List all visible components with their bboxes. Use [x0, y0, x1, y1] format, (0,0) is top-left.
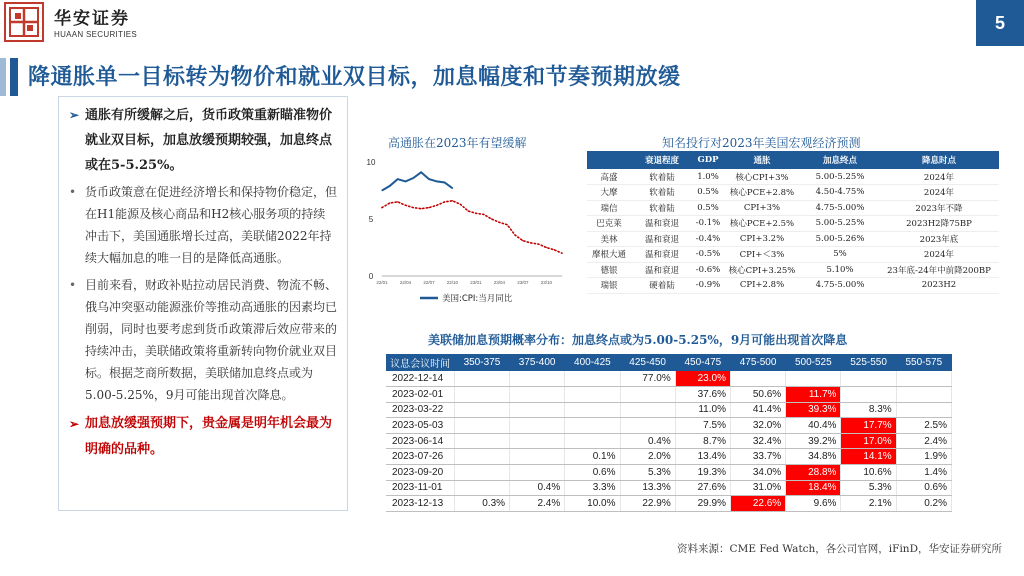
probability-cell: 3.3%: [565, 480, 620, 496]
probability-cell: 13.3%: [620, 480, 675, 496]
title-accent: [10, 58, 18, 96]
probability-cell: 0.4%: [620, 433, 675, 449]
probability-cell: 1.9%: [896, 449, 951, 465]
chart-title: 高通胀在2023年有望缓解: [388, 136, 527, 150]
logo-text-cn: 华安证券: [54, 9, 130, 29]
x-tick-label: 22/07: [423, 280, 435, 285]
table-row: [386, 387, 952, 403]
data-point: [491, 218, 492, 219]
probability-cell: [841, 387, 896, 403]
x-tick-label: 22/04: [399, 280, 412, 285]
meeting-date-cell: 2022-12-14: [386, 371, 454, 387]
meeting-date-cell: 2023-07-26: [386, 449, 454, 465]
data-point: [499, 222, 500, 223]
source-note: 资料来源：CME Fed Watch，各公司官网，iFinD，华安证券研究所: [677, 543, 1002, 555]
y-tick-label: 0: [368, 272, 374, 281]
company-logo-icon: [4, 2, 44, 42]
probability-cell: 39.2%: [786, 433, 841, 449]
data-point: [381, 190, 382, 191]
probability-cell: [510, 387, 565, 403]
meeting-date-cell: 2023-06-14: [386, 433, 454, 449]
forecast-cell: -0.6%: [693, 262, 723, 278]
data-point: [483, 214, 484, 215]
forecast-cell: 核心PCE+2.8%: [723, 185, 801, 201]
probability-header-cell: 525-550: [841, 354, 896, 371]
probability-header-cell: 425-450: [620, 354, 675, 371]
forecast-table-header: [587, 151, 999, 169]
probability-cell: 8.3%: [841, 402, 896, 418]
probability-cell: 2.0%: [620, 449, 675, 465]
forecast-header-cell: 加息终点: [801, 151, 879, 169]
probability-cell: 32.4%: [730, 433, 785, 449]
forecast-cell: 5.00-5.25%: [801, 169, 879, 185]
summary-panel: [58, 96, 348, 511]
x-tick-label: 22/10: [446, 280, 459, 285]
probability-cell: 9.6%: [786, 496, 841, 512]
x-tick-label: 23/01: [470, 280, 482, 285]
probability-cell: 39.3%: [786, 402, 841, 418]
probability-cell: [896, 387, 951, 403]
probability-cell: 33.7%: [730, 449, 785, 465]
forecast-cell: 硬着陆: [631, 278, 693, 294]
data-point: [475, 213, 476, 214]
forecast-header-cell: 通胀: [723, 151, 801, 169]
forecast-cell: 瑞银: [587, 278, 631, 294]
forecast-cell: 0.5%: [693, 185, 723, 201]
forecast-cell: 美林: [587, 231, 631, 247]
probability-cell: [620, 418, 675, 434]
forecast-cell: CPI+3.2%: [723, 231, 801, 247]
probability-cell: 77.0%: [620, 371, 675, 387]
probability-cell: 0.2%: [896, 496, 951, 512]
probability-cell: [565, 433, 620, 449]
probability-cell: 32.0%: [730, 418, 785, 434]
forecast-cell: CPI+2.8%: [723, 278, 801, 294]
table-row: [587, 231, 999, 247]
data-point: [413, 207, 414, 208]
probability-cell: 40.4%: [786, 418, 841, 434]
probability-cell: 2.4%: [510, 496, 565, 512]
forecast-cell: 软着陆: [631, 200, 693, 216]
probability-cell: [510, 371, 565, 387]
table-row: [587, 200, 999, 216]
summary-bullet-3: [69, 274, 337, 406]
forecast-header-cell: GDP: [693, 151, 723, 169]
table-row: [386, 480, 952, 496]
data-point: [546, 247, 547, 248]
forecast-cell: -0.5%: [693, 247, 723, 263]
data-point: [428, 179, 429, 180]
probability-cell: 1.4%: [896, 465, 951, 481]
probability-table-header: [386, 354, 952, 371]
probability-cell: 17.0%: [841, 433, 896, 449]
probability-cell: 0.3%: [454, 496, 509, 512]
table-row: [386, 402, 952, 418]
summary-bullet-3-text: 目前来看，财政补贴拉动居民消费、物流不畅、俄乌冲突驱动能源涨价等推动高通胀的因素均已削弱，同时也要考虑到货币政策滞后效应带来的持续冲击，美联储政策将重新转向物价就业双目标。根据芝商所数据，美联储加息终点或为5.00-5.25%，9月可能出现首次降息。: [85, 278, 338, 402]
probability-cell: [510, 433, 565, 449]
probability-cell: 0.1%: [565, 449, 620, 465]
probability-cell: 10.6%: [841, 465, 896, 481]
forecast-cell: 1.0%: [693, 169, 723, 185]
forecast-cell: 温和衰退: [631, 247, 693, 263]
forecast-cell: 瑞信: [587, 200, 631, 216]
data-point: [554, 249, 555, 250]
probability-header-cell: 500-525: [786, 354, 841, 371]
data-point: [460, 204, 461, 205]
probability-header-cell: 550-575: [896, 354, 951, 371]
arrow-bullet-icon: ➢: [69, 108, 80, 122]
probability-cell: 0.6%: [565, 465, 620, 481]
data-point: [421, 172, 422, 173]
summary-bullet-1: [69, 103, 337, 178]
table-row: [386, 496, 952, 512]
probability-cell: [565, 371, 620, 387]
x-tick-label: 23/07: [517, 280, 529, 285]
forecast-cell: 5.00-5.26%: [801, 231, 879, 247]
probability-cell: 34.0%: [730, 465, 785, 481]
probability-cell: 8.7%: [675, 433, 730, 449]
forecast-header-cell: [587, 151, 631, 169]
table-row: [386, 433, 952, 449]
data-point: [397, 179, 398, 180]
probability-cell: 28.8%: [786, 465, 841, 481]
probability-cell: [454, 387, 509, 403]
legend-label: 美国:CPI:当月同比: [442, 294, 513, 304]
dot-bullet-icon: •: [69, 185, 77, 199]
probability-cell: 5.3%: [841, 480, 896, 496]
probability-header-cell: 350-375: [454, 354, 509, 371]
page-number: 5: [976, 0, 1024, 46]
data-point: [444, 182, 445, 183]
probability-cell: 2.1%: [841, 496, 896, 512]
summary-bullet-2-text: 货币政策意在促进经济增长和保持物价稳定，但在H1能源及核心商品和H2核心服务项的持续冲击下，美国通胀增长过高，美联储2022年持续大幅加息的唯一目的是降低高通胀。: [85, 185, 338, 265]
probability-header-cell: 450-475: [675, 354, 730, 371]
x-tick-label: 23/04: [493, 280, 506, 285]
summary-bullet-4-text: 加息放缓强预期下，贵金属是明年机会最为明确的品种。: [85, 416, 333, 457]
meeting-date-cell: 2023-12-13: [386, 496, 454, 512]
forecast-cell: 2023年底: [879, 231, 999, 247]
data-point: [436, 205, 437, 206]
probability-cell: [565, 402, 620, 418]
data-point: [514, 234, 515, 235]
forecast-cell: CPI+3%: [723, 200, 801, 216]
table-row: [587, 185, 999, 201]
probability-header-cell: 400-425: [565, 354, 620, 371]
probability-cell: 5.3%: [620, 465, 675, 481]
probability-cell: [454, 449, 509, 465]
probability-cell: [510, 449, 565, 465]
forecast-cell: 软着陆: [631, 169, 693, 185]
forecast-cell: 0.5%: [693, 200, 723, 216]
data-point: [397, 201, 398, 202]
forecast-cell: CPI+＜3%: [723, 247, 801, 263]
dot-bullet-icon: •: [69, 278, 77, 292]
probability-cell: [510, 465, 565, 481]
forecast-cell: 5%: [801, 247, 879, 263]
probability-cell: 37.6%: [675, 387, 730, 403]
forecast-cell: 2024年: [879, 185, 999, 201]
probability-cell: [841, 371, 896, 387]
probability-header-cell: 议息会议时间: [386, 354, 454, 371]
meeting-date-cell: 2023-03-22: [386, 402, 454, 418]
summary-bullet-2: [69, 181, 337, 269]
table-row: [386, 465, 952, 481]
forecast-cell: 23年底-24年中前降200BP: [879, 262, 999, 278]
forecast-cell: 4.50-4.75%: [801, 185, 879, 201]
forecast-cell: 2023年不降: [879, 200, 999, 216]
probability-cell: [454, 418, 509, 434]
arrow-bullet-icon: ➢: [69, 417, 80, 431]
probability-cell: 13.4%: [675, 449, 730, 465]
data-point: [421, 208, 422, 209]
summary-bullet-4: [69, 411, 337, 463]
data-point: [467, 210, 468, 211]
probability-cell: 31.0%: [730, 480, 785, 496]
forecast-cell: 软着陆: [631, 185, 693, 201]
forecast-table: [587, 151, 999, 294]
probability-cell: 0.4%: [510, 480, 565, 496]
probability-cell: 0.6%: [896, 480, 951, 496]
probability-cell: [565, 387, 620, 403]
table-row: [587, 262, 999, 278]
probability-cell: 27.6%: [675, 480, 730, 496]
forecast-header-cell: 降息时点: [879, 151, 999, 169]
probability-cell: 14.1%: [841, 449, 896, 465]
probability-cell: 19.3%: [675, 465, 730, 481]
probability-cell: [620, 387, 675, 403]
probability-cell: 29.9%: [675, 496, 730, 512]
title-accent-light: [0, 58, 6, 96]
forecast-cell: 温和衰退: [631, 216, 693, 232]
probability-cell: 50.6%: [730, 387, 785, 403]
cpi-projection-line: [382, 201, 562, 253]
data-point: [405, 205, 406, 206]
cpi-line-chart: [362, 150, 574, 310]
probability-cell: [510, 402, 565, 418]
page-title: 降通胀单一目标转为物价和就业双目标，加息幅度和节奏预期放缓: [28, 65, 681, 90]
probability-cell: [786, 371, 841, 387]
summary-bullet-1-text: 通胀有所缓解之后，货币政策重新瞄准物价就业双目标，加息放缓预期较强，加息终点或在5-5.25%。: [85, 108, 333, 173]
data-point: [452, 200, 453, 201]
probability-cell: 23.0%: [675, 371, 730, 387]
data-point: [428, 207, 429, 208]
probability-cell: 10.0%: [565, 496, 620, 512]
forecast-cell: 2024年: [879, 169, 999, 185]
forecast-cell: 4.75-5.00%: [801, 200, 879, 216]
data-point: [381, 207, 382, 208]
probability-cell: [454, 465, 509, 481]
probability-cell: 17.7%: [841, 418, 896, 434]
x-tick-label: 22/01: [376, 280, 388, 285]
forecast-cell: 核心CPI+3%: [723, 169, 801, 185]
forecast-cell: 2023H2降75BP: [879, 216, 999, 232]
forecast-cell: 大摩: [587, 185, 631, 201]
data-point: [405, 181, 406, 182]
data-point: [389, 185, 390, 186]
probability-cell: 2.4%: [896, 433, 951, 449]
forecast-cell: -0.4%: [693, 231, 723, 247]
probability-cell: 11.0%: [675, 402, 730, 418]
y-tick-label: 10: [366, 158, 376, 167]
probability-cell: [454, 480, 509, 496]
meeting-date-cell: 2023-02-01: [386, 387, 454, 403]
probability-cell: 41.4%: [730, 402, 785, 418]
forecast-cell: 核心CPI+3.25%: [723, 262, 801, 278]
probability-header-cell: 375-400: [510, 354, 565, 371]
data-point: [530, 242, 531, 243]
forecast-cell: 高盛: [587, 169, 631, 185]
forecast-cell: 摩根大通: [587, 247, 631, 263]
probability-cell: 18.4%: [786, 480, 841, 496]
probability-cell: [565, 418, 620, 434]
probability-cell: 2.5%: [896, 418, 951, 434]
forecast-cell: 4.75-5.00%: [801, 278, 879, 294]
forecast-cell: 5.00-5.25%: [801, 216, 879, 232]
probability-cell: [620, 402, 675, 418]
meeting-date-cell: 2023-11-01: [386, 480, 454, 496]
probability-cell: [454, 433, 509, 449]
probability-cell: [896, 371, 951, 387]
table-row: [587, 169, 999, 185]
forecast-cell: 2023H2: [879, 278, 999, 294]
probability-cell: 34.8%: [786, 449, 841, 465]
x-tick-label: 23/10: [540, 280, 552, 285]
data-point: [444, 201, 445, 202]
table-row: [386, 371, 952, 387]
probability-cell: 22.6%: [730, 496, 785, 512]
probability-cell: 11.7%: [786, 387, 841, 403]
forecast-cell: 温和衰退: [631, 231, 693, 247]
meeting-date-cell: 2023-09-20: [386, 465, 454, 481]
data-point: [389, 202, 390, 203]
data-point: [507, 224, 508, 225]
probability-cell: [454, 371, 509, 387]
probability-cell: [730, 371, 785, 387]
data-point: [561, 253, 562, 254]
probability-table-title: 美联储加息预期概率分布：加息终点或为5.00-5.25%，9月可能出现首次降息: [428, 333, 848, 347]
table-row: [386, 449, 952, 465]
data-point: [452, 188, 453, 189]
table-row: [386, 418, 952, 434]
probability-cell: 22.9%: [620, 496, 675, 512]
y-tick-label: 5: [368, 215, 374, 224]
data-point: [413, 177, 414, 178]
probability-cell: [896, 402, 951, 418]
data-point: [522, 240, 523, 241]
cpi-actual-line: [382, 172, 452, 190]
forecast-cell: -0.1%: [693, 216, 723, 232]
forecast-cell: 5.10%: [801, 262, 879, 278]
forecast-cell: 核心PCE+2.5%: [723, 216, 801, 232]
forecast-cell: 巴克莱: [587, 216, 631, 232]
probability-table: [386, 354, 952, 512]
forecast-cell: 德银: [587, 262, 631, 278]
forecast-cell: -0.9%: [693, 278, 723, 294]
data-point: [538, 243, 539, 244]
meeting-date-cell: 2023-05-03: [386, 418, 454, 434]
data-point: [436, 181, 437, 182]
probability-cell: [510, 418, 565, 434]
probability-cell: [454, 402, 509, 418]
probability-cell: 7.5%: [675, 418, 730, 434]
forecast-cell: 温和衰退: [631, 262, 693, 278]
forecast-cell: 2024年: [879, 247, 999, 263]
table-row: [587, 247, 999, 263]
forecast-table-title: 知名投行对2023年美国宏观经济预测: [662, 136, 861, 150]
forecast-header-cell: 衰退程度: [631, 151, 693, 169]
table-row: [587, 216, 999, 232]
table-row: [587, 278, 999, 294]
probability-header-cell: 475-500: [730, 354, 785, 371]
logo-text-en: HUAAN SECURITIES: [54, 30, 138, 39]
